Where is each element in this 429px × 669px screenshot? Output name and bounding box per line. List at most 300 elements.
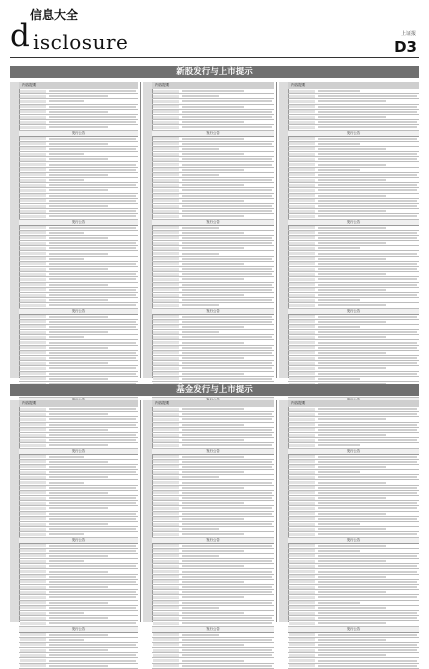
row-value-placeholder (182, 497, 272, 499)
row-value-placeholder (182, 456, 244, 458)
row-value-placeholder (49, 424, 136, 426)
row-value-placeholder (318, 444, 360, 446)
row-value-placeholder (182, 278, 244, 280)
row-key-placeholder (289, 575, 315, 578)
row-value-placeholder (318, 215, 417, 217)
row-key-placeholder (20, 512, 46, 515)
row-value-placeholder (318, 268, 417, 270)
row-key-placeholder (20, 617, 46, 620)
row-key-placeholder (289, 622, 315, 625)
row-key-placeholder (153, 591, 179, 594)
row-key-placeholder (20, 606, 46, 609)
row-value-placeholder (318, 649, 417, 651)
row-value-placeholder (318, 634, 417, 636)
row-value-placeholder (49, 294, 136, 296)
table-row (19, 621, 138, 626)
row-key-placeholder (20, 560, 46, 563)
row-key-placeholder (153, 455, 179, 458)
row-value-placeholder (49, 289, 136, 291)
row-value-placeholder (49, 215, 136, 217)
row-value-placeholder (182, 200, 244, 202)
row-value-placeholder (49, 654, 136, 656)
row-key-placeholder (20, 523, 46, 526)
row-value-placeholder (318, 612, 417, 614)
row-value-placeholder (318, 100, 386, 102)
row-value-placeholder (182, 439, 244, 441)
row-value-placeholder (318, 247, 360, 249)
row-value-placeholder (49, 545, 136, 547)
row-key-placeholder (20, 189, 46, 192)
row-value-placeholder (49, 550, 136, 552)
row-key-placeholder (153, 315, 179, 318)
row-value-placeholder (182, 169, 244, 171)
row-key-placeholder (20, 252, 46, 255)
row-key-placeholder (153, 205, 179, 208)
row-value-placeholder (49, 362, 108, 364)
row-key-placeholder (153, 580, 179, 583)
table-row (19, 443, 138, 448)
table-row (288, 214, 419, 219)
column-header: 内容提要 (152, 82, 274, 89)
row-key-placeholder (153, 413, 179, 416)
row-key-placeholder (153, 121, 179, 124)
row-value-placeholder (49, 634, 108, 636)
row-value-placeholder (49, 492, 108, 494)
row-key-placeholder (153, 320, 179, 323)
row-value-placeholder (318, 232, 417, 234)
row-value-placeholder (182, 205, 272, 207)
row-value-placeholder (49, 268, 108, 270)
row-key-placeholder (153, 147, 179, 150)
row-value-placeholder (182, 644, 244, 646)
row-value-placeholder (318, 487, 417, 489)
row-value-placeholder (318, 639, 386, 641)
row-value-placeholder (318, 352, 386, 354)
row-value-placeholder (318, 237, 417, 239)
row-value-placeholder (318, 326, 360, 328)
notice-subheader: 发行公告 (152, 538, 274, 544)
row-key-placeholder (153, 512, 179, 515)
fund-column-1 (10, 400, 138, 631)
row-key-placeholder (20, 601, 46, 604)
notice-subheader: 发行公告 (288, 449, 419, 455)
row-key-placeholder (289, 226, 315, 229)
row-key-placeholder (289, 105, 315, 108)
row-key-placeholder (153, 331, 179, 334)
row-value-placeholder (182, 581, 244, 583)
row-key-placeholder (153, 194, 179, 197)
row-value-placeholder (318, 523, 360, 525)
notice-subheader: 发行公告 (19, 309, 138, 315)
row-key-placeholder (153, 252, 179, 255)
row-value-placeholder (182, 336, 272, 338)
row-value-placeholder (182, 242, 272, 244)
row-value-placeholder (49, 205, 108, 207)
fund-section-banner: 基金发行与上市提示 (10, 384, 419, 396)
row-value-placeholder (49, 513, 136, 515)
row-value-placeholder (182, 294, 244, 296)
row-key-placeholder (153, 346, 179, 349)
row-value-placeholder (318, 518, 417, 520)
row-value-placeholder (182, 602, 272, 604)
row-key-placeholder (20, 153, 46, 156)
row-key-placeholder (289, 476, 315, 479)
row-value-placeholder (318, 205, 417, 207)
table-row (19, 303, 138, 308)
row-key-placeholder (153, 242, 179, 245)
row-key-placeholder (20, 664, 46, 667)
row-key-placeholder (153, 533, 179, 536)
table-row (288, 664, 419, 669)
row-key-placeholder (153, 643, 179, 646)
row-key-placeholder (20, 444, 46, 447)
column-header: 内容提要 (288, 82, 419, 89)
row-value-placeholder (182, 550, 244, 552)
row-key-placeholder (289, 268, 315, 271)
row-key-placeholder (20, 288, 46, 291)
row-key-placeholder (289, 554, 315, 557)
row-key-placeholder (20, 544, 46, 547)
row-value-placeholder (182, 326, 244, 328)
row-key-placeholder (20, 158, 46, 161)
row-value-placeholder (318, 253, 417, 255)
row-key-placeholder (20, 533, 46, 536)
row-key-placeholder (20, 247, 46, 250)
row-value-placeholder (182, 507, 272, 509)
row-value-placeholder (49, 200, 136, 202)
row-key-placeholder (153, 617, 179, 620)
row-value-placeholder (49, 644, 136, 646)
row-key-placeholder (20, 325, 46, 328)
row-key-placeholder (153, 554, 179, 557)
row-key-placeholder (153, 336, 179, 339)
row-value-placeholder (318, 591, 386, 593)
notice-subheader: 发行公告 (19, 627, 138, 633)
table-row (152, 303, 274, 308)
row-key-placeholder (289, 351, 315, 354)
row-value-placeholder (318, 545, 386, 547)
row-key-placeholder (20, 100, 46, 103)
row-key-placeholder (153, 497, 179, 500)
row-key-placeholder (289, 90, 315, 93)
row-value-placeholder (182, 316, 272, 318)
row-value-placeholder (49, 284, 108, 286)
row-key-placeholder (20, 570, 46, 573)
row-value-placeholder (318, 429, 417, 431)
row-value-placeholder (49, 507, 108, 509)
row-key-placeholder (153, 367, 179, 370)
row-value-placeholder (318, 660, 417, 662)
row-key-placeholder (20, 299, 46, 302)
row-key-placeholder (153, 294, 179, 297)
row-key-placeholder (20, 460, 46, 463)
row-value-placeholder (318, 466, 386, 468)
row-value-placeholder (49, 90, 136, 92)
row-value-placeholder (49, 518, 136, 520)
notice-subheader: 发行公告 (152, 131, 274, 137)
row-key-placeholder (20, 362, 46, 365)
row-key-placeholder (289, 194, 315, 197)
row-value-placeholder (318, 434, 386, 436)
row-key-placeholder (20, 242, 46, 245)
row-key-placeholder (289, 95, 315, 98)
row-value-placeholder (49, 649, 108, 651)
row-value-placeholder (49, 476, 108, 478)
row-value-placeholder (182, 665, 272, 667)
notice-subheader: 发行公告 (288, 309, 419, 315)
row-value-placeholder (318, 289, 386, 291)
row-value-placeholder (318, 95, 417, 97)
row-value-placeholder (182, 373, 244, 375)
row-value-placeholder (182, 138, 244, 140)
row-key-placeholder (289, 288, 315, 291)
row-key-placeholder (289, 168, 315, 171)
page-number: D3 (394, 38, 417, 56)
notice-subheader: 发行公告 (152, 449, 274, 455)
row-key-placeholder (153, 299, 179, 302)
row-value-placeholder (318, 622, 386, 624)
row-key-placeholder (153, 638, 179, 641)
row-key-placeholder (289, 497, 315, 500)
row-value-placeholder (182, 362, 272, 364)
row-key-placeholder (289, 544, 315, 547)
row-value-placeholder (49, 342, 136, 344)
row-value-placeholder (49, 565, 136, 567)
row-value-placeholder (49, 121, 136, 123)
row-key-placeholder (289, 336, 315, 339)
row-key-placeholder (289, 341, 315, 344)
row-value-placeholder (318, 560, 386, 562)
row-value-placeholder (318, 164, 386, 166)
row-key-placeholder (20, 294, 46, 297)
row-value-placeholder (318, 321, 386, 323)
table-row (19, 664, 138, 669)
table-row (288, 532, 419, 537)
row-value-placeholder (49, 418, 136, 420)
row-key-placeholder (20, 357, 46, 360)
row-value-placeholder (318, 565, 417, 567)
row-key-placeholder (153, 189, 179, 192)
logo-initial: d (10, 18, 30, 54)
row-value-placeholder (49, 189, 108, 191)
row-value-placeholder (49, 660, 136, 662)
row-value-placeholder (318, 294, 417, 296)
row-key-placeholder (153, 418, 179, 421)
notice-subheader: 发行公告 (152, 309, 274, 315)
row-value-placeholder (49, 153, 84, 155)
row-key-placeholder (289, 331, 315, 334)
row-key-placeholder (289, 199, 315, 202)
row-value-placeholder (318, 408, 417, 410)
row-value-placeholder (49, 533, 84, 535)
row-value-placeholder (49, 184, 136, 186)
row-value-placeholder (182, 654, 272, 656)
notice-subheader: 发行公告 (288, 220, 419, 226)
row-key-placeholder (20, 137, 46, 140)
row-key-placeholder (20, 336, 46, 339)
row-key-placeholder (289, 580, 315, 583)
row-key-placeholder (153, 325, 179, 328)
row-key-placeholder (20, 315, 46, 318)
row-value-placeholder (49, 560, 84, 562)
row-value-placeholder (49, 602, 108, 604)
row-value-placeholder (182, 555, 219, 557)
row-value-placeholder (182, 143, 272, 145)
row-key-placeholder (153, 649, 179, 652)
row-key-placeholder (289, 591, 315, 594)
row-key-placeholder (153, 408, 179, 411)
row-key-placeholder (153, 465, 179, 468)
row-key-placeholder (289, 617, 315, 620)
row-value-placeholder (318, 424, 417, 426)
row-key-placeholder (153, 476, 179, 479)
row-key-placeholder (153, 372, 179, 375)
row-key-placeholder (20, 90, 46, 93)
row-value-placeholder (182, 545, 272, 547)
row-key-placeholder (20, 215, 46, 218)
row-key-placeholder (20, 142, 46, 145)
row-value-placeholder (49, 195, 136, 197)
row-value-placeholder (49, 126, 108, 128)
row-value-placeholder (318, 158, 417, 160)
row-value-placeholder (49, 347, 108, 349)
masthead (0, 0, 429, 58)
row-key-placeholder (20, 262, 46, 265)
row-value-placeholder (49, 591, 136, 593)
row-value-placeholder (318, 242, 386, 244)
row-value-placeholder (318, 644, 417, 646)
row-value-placeholder (182, 487, 244, 489)
column-divider (140, 82, 141, 378)
row-key-placeholder (20, 377, 46, 380)
column-header: 内容提要 (288, 400, 419, 407)
row-key-placeholder (20, 168, 46, 171)
row-key-placeholder (20, 367, 46, 370)
table-row (152, 125, 274, 130)
row-key-placeholder (153, 654, 179, 657)
row-key-placeholder (153, 612, 179, 615)
row-key-placeholder (289, 423, 315, 426)
row-value-placeholder (318, 121, 417, 123)
row-value-placeholder (318, 533, 417, 535)
row-key-placeholder (20, 278, 46, 281)
notice-subheader: 发行公告 (288, 627, 419, 633)
row-value-placeholder (182, 106, 244, 108)
row-key-placeholder (289, 158, 315, 161)
table-row (19, 532, 138, 537)
row-value-placeholder (318, 492, 417, 494)
column-body (288, 89, 419, 378)
row-key-placeholder (153, 288, 179, 291)
row-value-placeholder (318, 148, 386, 150)
row-key-placeholder (20, 586, 46, 589)
row-key-placeholder (289, 137, 315, 140)
row-value-placeholder (318, 299, 360, 301)
row-key-placeholder (153, 116, 179, 119)
row-value-placeholder (318, 665, 417, 667)
row-value-placeholder (318, 273, 386, 275)
row-value-placeholder (182, 126, 272, 128)
row-value-placeholder (182, 424, 244, 426)
row-value-placeholder (318, 439, 417, 441)
row-value-placeholder (182, 258, 272, 260)
row-value-placeholder (318, 304, 386, 306)
row-value-placeholder (49, 273, 136, 275)
row-value-placeholder (182, 466, 272, 468)
row-key-placeholder (289, 549, 315, 552)
row-key-placeholder (153, 357, 179, 360)
masthead-label: 上证报 (400, 31, 416, 37)
row-value-placeholder (318, 90, 360, 92)
row-key-placeholder (20, 304, 46, 307)
row-value-placeholder (182, 434, 272, 436)
row-key-placeholder (153, 434, 179, 437)
row-key-placeholder (289, 570, 315, 573)
row-value-placeholder (318, 502, 417, 504)
row-key-placeholder (153, 153, 179, 156)
row-key-placeholder (153, 544, 179, 547)
masthead-title-cn: 信息大全 (30, 8, 79, 22)
row-key-placeholder (20, 622, 46, 625)
row-key-placeholder (289, 606, 315, 609)
row-key-placeholder (153, 606, 179, 609)
row-key-placeholder (153, 523, 179, 526)
row-key-placeholder (153, 622, 179, 625)
column-body (19, 407, 138, 631)
row-value-placeholder (318, 367, 386, 369)
row-value-placeholder (318, 138, 417, 140)
row-key-placeholder (289, 189, 315, 192)
row-value-placeholder (182, 444, 272, 446)
notice-subheader: 发行公告 (19, 220, 138, 226)
row-key-placeholder (20, 476, 46, 479)
row-key-placeholder (20, 346, 46, 349)
row-value-placeholder (318, 347, 417, 349)
row-value-placeholder (182, 660, 244, 662)
row-key-placeholder (289, 643, 315, 646)
row-value-placeholder (182, 482, 272, 484)
row-value-placeholder (49, 143, 108, 145)
row-key-placeholder (153, 586, 179, 589)
row-key-placeholder (153, 105, 179, 108)
row-key-placeholder (289, 649, 315, 652)
row-key-placeholder (289, 439, 315, 442)
row-key-placeholder (20, 643, 46, 646)
row-value-placeholder (318, 342, 417, 344)
table-row (152, 532, 274, 537)
row-value-placeholder (49, 100, 84, 102)
row-key-placeholder (20, 147, 46, 150)
row-key-placeholder (153, 460, 179, 463)
row-key-placeholder (153, 184, 179, 187)
row-key-placeholder (153, 158, 179, 161)
row-key-placeholder (153, 273, 179, 276)
row-value-placeholder (49, 461, 108, 463)
row-key-placeholder (289, 184, 315, 187)
row-key-placeholder (20, 554, 46, 557)
row-value-placeholder (318, 210, 386, 212)
row-key-placeholder (289, 252, 315, 255)
row-key-placeholder (289, 377, 315, 380)
row-key-placeholder (153, 126, 179, 129)
row-key-placeholder (153, 100, 179, 103)
row-key-placeholder (289, 210, 315, 213)
row-value-placeholder (182, 528, 219, 530)
row-key-placeholder (289, 278, 315, 281)
row-value-placeholder (49, 158, 108, 160)
row-value-placeholder (49, 576, 136, 578)
row-key-placeholder (20, 184, 46, 187)
